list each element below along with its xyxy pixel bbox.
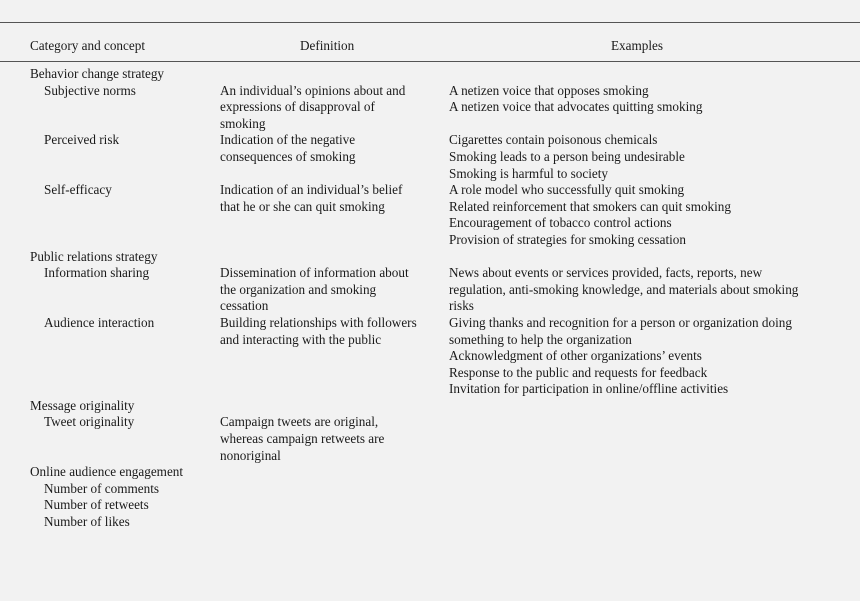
table-row	[0, 414, 860, 464]
table-row	[0, 249, 860, 266]
examples-cell	[449, 414, 860, 464]
table-row	[0, 66, 860, 83]
definition-cell	[220, 132, 449, 182]
definition-line: that he or she can quit smoking	[220, 198, 385, 214]
concept-cell: Self-efficacy	[44, 182, 112, 198]
concept-cell: Audience interaction	[44, 314, 155, 330]
example-line: Acknowledgment of other organizations’ events	[449, 348, 702, 364]
table-row	[0, 497, 860, 514]
example-line: News about events or services provided, facts, reports, new	[449, 265, 763, 281]
definition-line: and interacting with the public	[220, 331, 382, 347]
examples-cell	[449, 265, 860, 315]
example-line: regulation, anti-smoking knowledge, and materials about smoking	[449, 281, 799, 297]
category-cell: Online audience engagement	[30, 464, 184, 480]
definition-cell	[220, 497, 449, 514]
table-row	[0, 83, 860, 133]
example-line: Encouragement of tobacco control actions	[449, 215, 672, 231]
table-row	[0, 464, 860, 481]
examples-cell	[449, 315, 860, 398]
concept-cell: Number of retweets	[44, 497, 149, 513]
table-row	[0, 514, 860, 531]
definition-cell	[220, 398, 449, 415]
examples-cell	[449, 249, 860, 266]
table-row	[0, 398, 860, 415]
definition-cell	[220, 182, 449, 248]
definition-cell	[220, 514, 449, 531]
definition-line: cessation	[220, 298, 269, 314]
category-cell: Message originality	[30, 397, 135, 413]
table-row	[0, 132, 860, 182]
example-line: Related reinforcement that smokers can quit smoking	[449, 198, 731, 214]
examples-cell	[449, 83, 860, 133]
concept-cell: Information sharing	[44, 265, 150, 281]
example-line: Provision of strategies for smoking cessation	[449, 231, 686, 247]
definition-cell	[220, 249, 449, 266]
example-line: Smoking is harmful to society	[449, 165, 608, 181]
example-line: Response to the public and requests for feedback	[449, 364, 708, 380]
example-line: Smoking leads to a person being undesirable	[449, 148, 685, 164]
table-row	[0, 481, 860, 498]
definition-cell	[220, 83, 449, 133]
category-cell: Behavior change strategy	[30, 66, 165, 81]
definition-line: whereas campaign retweets are	[220, 431, 385, 447]
definition-line: smoking	[220, 115, 266, 131]
header-category-and-concept: Category and concept	[30, 38, 145, 53]
examples-cell	[449, 66, 860, 83]
example-line: Cigarettes contain poisonous chemicals	[449, 132, 658, 148]
example-line: Giving thanks and recognition for a person or organization doing	[449, 314, 792, 330]
examples-cell	[449, 497, 860, 514]
examples-cell	[449, 464, 860, 481]
example-line: A netizen voice that opposes smoking	[449, 82, 649, 98]
definition-line: Campaign tweets are original,	[220, 414, 379, 430]
definition-line: expressions of disapproval of	[220, 99, 375, 115]
table-row	[0, 315, 860, 398]
definition-line: consequences of smoking	[220, 148, 356, 164]
example-line: A role model who successfully quit smoking	[449, 182, 685, 198]
concept-cell: Number of comments	[44, 480, 159, 496]
definition-cell	[220, 315, 449, 398]
example-line: risks	[449, 298, 474, 314]
examples-cell	[449, 481, 860, 498]
concept-cell: Perceived risk	[44, 132, 120, 148]
definition-cell	[220, 265, 449, 315]
example-line: Invitation for participation in online/offline activities	[449, 381, 729, 397]
concept-cell: Tweet originality	[44, 414, 135, 430]
table-row	[0, 182, 860, 248]
header-definition: Definition	[300, 38, 355, 53]
table-body	[0, 66, 860, 531]
definition-line: Indication of an individual’s belief	[220, 182, 403, 198]
definition-line: Indication of the negative	[220, 132, 356, 148]
examples-cell	[449, 398, 860, 415]
examples-cell	[449, 182, 860, 248]
concept-cell: Number of likes	[44, 514, 130, 530]
example-line: A netizen voice that advocates quitting smoking	[449, 99, 703, 115]
definition-cell	[220, 66, 449, 83]
table-top-rule	[0, 22, 860, 23]
definition-line: An individual’s opinions about and	[220, 82, 406, 98]
definition-line: the organization and smoking	[220, 281, 377, 297]
definition-cell	[220, 481, 449, 498]
examples-cell	[449, 132, 860, 182]
definition-line: nonoriginal	[220, 447, 281, 463]
definition-cell	[220, 414, 449, 464]
header-examples: Examples	[611, 38, 664, 53]
concept-cell: Subjective norms	[44, 82, 136, 98]
header-bottom-rule	[0, 61, 860, 62]
definition-line: Dissemination of information about	[220, 265, 409, 281]
examples-cell	[449, 514, 860, 531]
table-row	[0, 265, 860, 315]
category-cell: Public relations strategy	[30, 248, 158, 264]
example-line: something to help the organization	[449, 331, 632, 347]
definition-line: Building relationships with followers	[220, 314, 417, 330]
definition-cell	[220, 464, 449, 481]
